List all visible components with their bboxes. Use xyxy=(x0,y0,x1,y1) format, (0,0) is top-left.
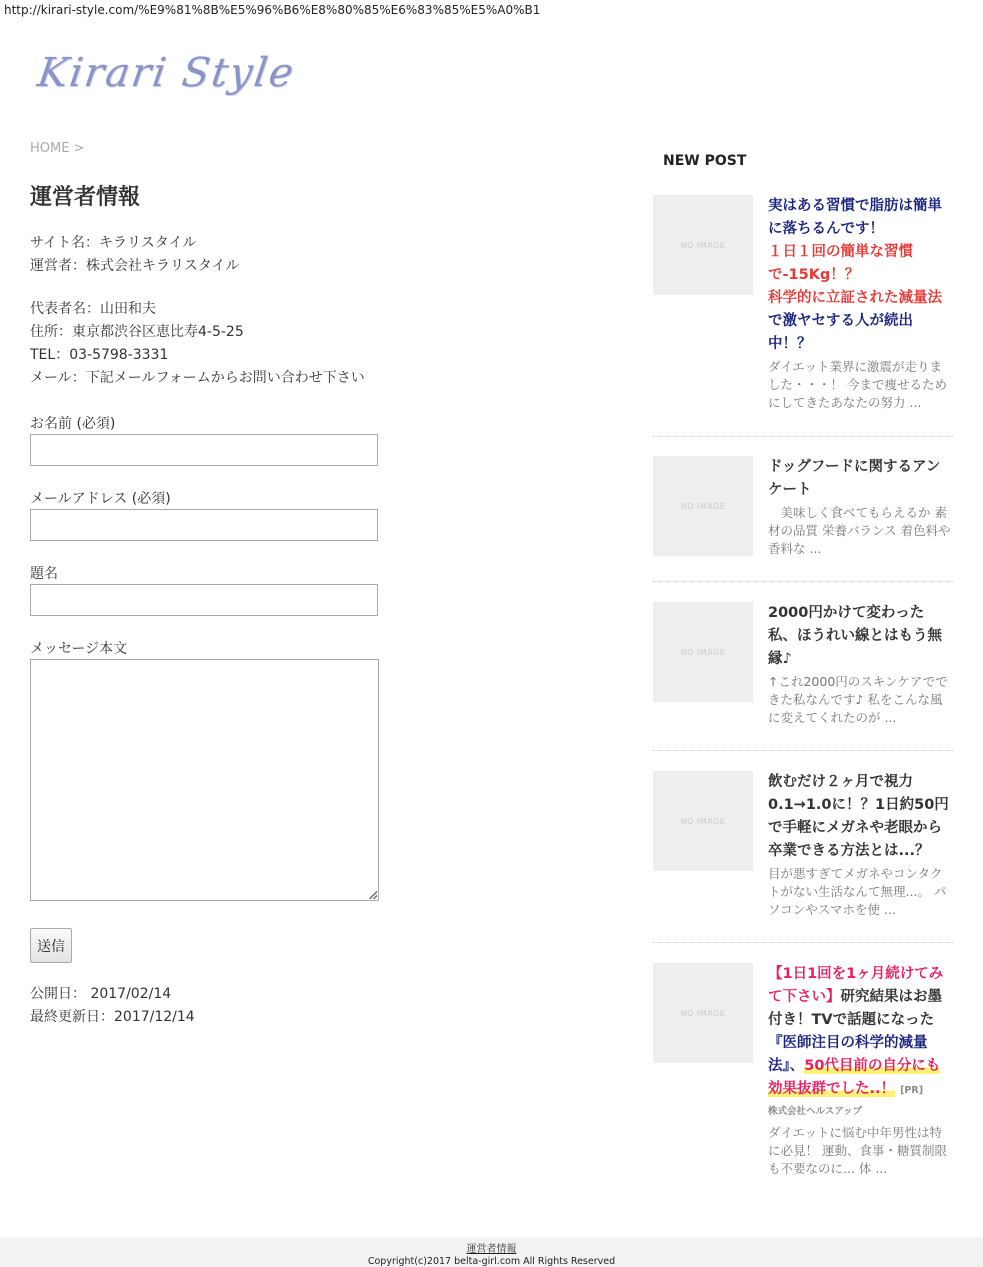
post-title-part: 『医師注目の科学的減量法』 xyxy=(768,1035,928,1074)
submit-button[interactable]: 送信 xyxy=(30,928,72,963)
sponsor-name: 株式会社ヘルスアップ xyxy=(768,1106,863,1117)
post-title-part: 【1日1回を1ヶ月続けてみて下さい】 xyxy=(768,966,944,1005)
tel-text: TEL：03-5798-3331 xyxy=(30,347,169,363)
post-title[interactable] xyxy=(768,195,953,356)
post-thumbnail[interactable] xyxy=(653,195,753,295)
post-thumbnail[interactable] xyxy=(653,602,753,702)
representative-text: 代表者名：山田和夫 xyxy=(30,301,156,317)
breadcrumb-home[interactable]: HOME > xyxy=(30,141,85,156)
mail-text: メール：下記メールフォームからお問い合わせ下さい xyxy=(30,370,365,386)
post-excerpt: 目が悪すぎてメガネやコンタクトがない生活なんて無理...。 パソコンやスマホを使 ... xyxy=(768,866,947,917)
post-title-part: で激ヤセする人が続出中！？ xyxy=(768,313,913,352)
date-block xyxy=(30,983,195,1029)
textarea-resize-handle[interactable] xyxy=(369,891,377,899)
subject-label: 題名 xyxy=(30,566,58,582)
footer-copyright: Copyright(c)2017 belta-girl.com All Rights Reserved xyxy=(367,1256,616,1267)
page-title: 運営者情報 xyxy=(30,185,141,210)
no-image-label: NO IMAGE xyxy=(680,240,726,250)
post-excerpt: ↑これ2000円のスキンケアでできた私なんです♪ 私をこんな風に変えてくれたのが ... xyxy=(768,674,948,725)
post-thumbnail[interactable] xyxy=(653,771,753,871)
name-label: お名前 (必須) xyxy=(30,416,116,432)
updated-date: 最終更新日：2017/12/14 xyxy=(30,1009,195,1025)
post-excerpt: ダイエット業界に激震が走りました・・・！ 今まで痩せるためにしてきたあなたの努力 ... xyxy=(768,359,947,410)
message-textarea[interactable] xyxy=(30,659,379,901)
post-title-part: 、 xyxy=(789,1058,805,1074)
site-info-block xyxy=(30,232,239,278)
post-title-part: 科学的に立証された減量法 xyxy=(768,290,942,306)
no-image-label: NO IMAGE xyxy=(680,1008,726,1018)
post-thumbnail[interactable] xyxy=(653,963,753,1063)
post-title[interactable]: ドッグフードに関するアンケート xyxy=(768,459,941,498)
post-divider xyxy=(653,581,953,582)
email-label: メールアドレス (必須) xyxy=(30,491,171,507)
post-title-part: 研究結果はお墨付き！TVで話題になった xyxy=(768,989,942,1028)
post-title-highlight: 50代目前の自分にも効果抜群でした..！ xyxy=(768,1058,941,1097)
post-title[interactable] xyxy=(768,963,953,1102)
no-image-label: NO IMAGE xyxy=(680,816,726,826)
pr-badge: [PR] xyxy=(900,1085,924,1096)
post-title[interactable]: 飲むだけ２ヶ月で視力0.1→1.0に！？1日約50円で手軽にメガネや老眼から卒業できる方法とは...？ xyxy=(768,774,949,859)
post-title[interactable]: 2000円かけて変わった私、ほうれい線とはもう無縁♪ xyxy=(768,605,942,667)
contact-info-block xyxy=(30,298,365,390)
post-title-part: １日１回の簡単な習慣で-15Kg！？ xyxy=(768,244,913,283)
page-url: http://kirari-style.com/%E9%81%8B%E5%96%B6%E8%80%85%E6%83%85%E5%A0%B1 xyxy=(4,3,541,17)
no-image-label: NO IMAGE xyxy=(680,647,726,657)
post-divider xyxy=(653,436,953,437)
new-post-heading: NEW POST xyxy=(663,153,747,169)
name-input[interactable] xyxy=(30,434,378,466)
message-label: メッセージ本文 xyxy=(30,641,128,657)
operator-text: 運営者：株式会社キラリスタイル xyxy=(30,258,240,274)
post-thumbnail[interactable] xyxy=(653,456,753,556)
published-date: 公開日： 2017/02/14 xyxy=(30,986,172,1002)
email-input[interactable] xyxy=(30,509,378,541)
post-excerpt: ダイエットに悩む中年男性は特に必見！ 運動、食事・糖質制限も不要なのに... 体 ... xyxy=(768,1125,947,1176)
footer-operator-link[interactable]: 運営者情報 xyxy=(466,1244,517,1255)
subject-input[interactable] xyxy=(30,584,378,616)
site-name-text: サイト名：キラリスタイル xyxy=(30,235,197,251)
post-title-part: 実はある習慣で脂肪は簡単に落ちるんです！ xyxy=(768,198,942,237)
footer xyxy=(0,1237,983,1267)
address-text: 住所：東京都渋谷区恵比寿4-5-25 xyxy=(30,324,244,340)
no-image-label: NO IMAGE xyxy=(680,501,726,511)
post-divider xyxy=(653,750,953,751)
post-divider xyxy=(653,942,953,943)
post-excerpt: 美味しく食べてもらえるか 素材の品質 栄養バランス 着色料や香料な ... xyxy=(768,505,951,556)
site-logo[interactable]: Kirari Style xyxy=(34,50,299,96)
